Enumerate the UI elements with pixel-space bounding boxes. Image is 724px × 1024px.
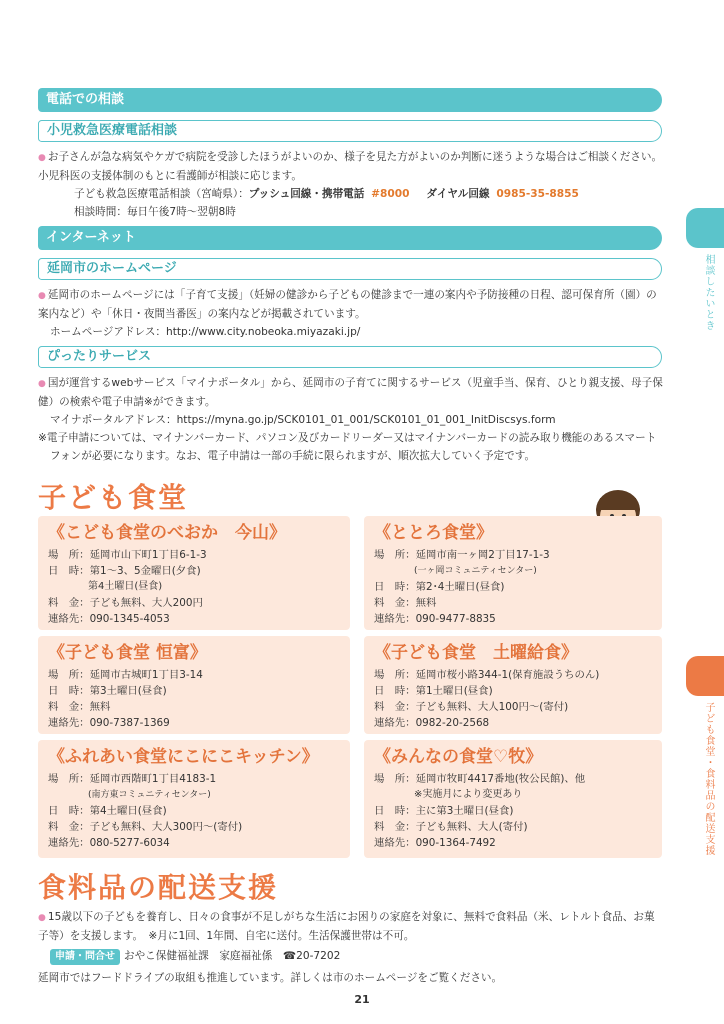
card-title: 《みんなの食堂♡牧》 [374,747,543,767]
card-date [374,579,652,595]
card-title: 《ととろ食堂》 [374,523,493,543]
date-value: 第4土曜日(昼食) [89,805,167,817]
label-date: 日 時： [48,805,90,817]
phone-body [38,148,664,221]
card-place [374,771,652,787]
pitta-body [38,374,664,465]
label-date: 日 時： [374,685,416,697]
phone-heading: 電話での相談 [38,88,662,112]
place-value: 延岡市牧町4417番地(牧公民館)、他 [415,773,586,785]
city-address[interactable]: ホームページアドレス：http://www.city.nobeoka.miyazaki.jp/ [50,326,361,338]
shokudo-card-2 [364,516,662,630]
fee-value: 子ども無料、大人300円～(寄付) [89,821,243,833]
card-date2: 第4土曜日(昼食) [88,581,163,592]
card-date [374,683,652,699]
card-fee [374,819,652,835]
place-value: 延岡市西階町1丁目4183-1 [89,773,217,785]
fee-value: 子ども無料、大人200円 [89,597,203,609]
dial-label: ダイヤル回線 [426,188,490,200]
card-fee [48,699,340,715]
label-contact: 連絡先： [48,717,90,729]
contact-value[interactable]: 090-9477-8835 [415,613,496,625]
label-place: 場 所： [374,669,416,681]
fee-value: 子ども無料、大人(寄付) [415,821,528,833]
date-value: 主に第3土曜日(昼食) [415,805,514,817]
card-contact [374,611,652,627]
food-drive: 延岡市ではフードドライブの取組も推進しています。詳しくは市のホームページをご覧ください。 [38,972,503,984]
delivery-body [38,908,664,987]
card-title: 《子ども食堂 恒富》 [48,643,207,663]
phone-sub-heading: 小児救急医療電話相談 [38,120,662,142]
card-date [374,803,652,819]
shokudo-card-5 [38,740,350,858]
card-contact [374,835,652,851]
label-date: 日 時： [374,581,416,593]
card-place2: (南方東コミュニティセンター) [88,790,211,800]
fee-value: 無料 [415,597,437,609]
card-fee [374,699,652,715]
date-value: 第1土曜日(昼食) [415,685,493,697]
pitta-note: ※電子申請については、マイナンバーカード、パソコン及びカードリーダー又はマイナンバーカードの読み取り機能のあるスマートフォンが必要になります。なお、電子申請は一部の手続に限られますが、順次拡大していく予定です。 [38,432,657,462]
delivery-apply [38,947,664,965]
contact-value[interactable]: 090-1345-4053 [89,613,170,625]
card-fee [48,819,340,835]
shokudo-card-4 [364,636,662,734]
card-place [374,547,652,563]
label-place: 場 所： [48,549,90,561]
phone-hours: 相談時間：毎日午後7時～翌朝8時 [74,206,236,218]
contact-value[interactable]: 090-1364-7492 [415,837,496,849]
apply-badge: 申請・問合せ [50,949,120,965]
label-contact: 連絡先： [374,613,416,625]
date-value: 第3土曜日(昼食) [89,685,167,697]
label-fee: 料 金： [48,597,90,609]
side-label-food: 子ども食堂・食料品の配送支援 [703,702,714,856]
side-label-consult: 相談したいとき [703,254,714,331]
label-fee: 料 金： [48,701,90,713]
label-place: 場 所： [374,549,416,561]
card-place2: ※実施月により変更あり [414,789,523,800]
fee-value: 子ども無料、大人100円～(寄付) [415,701,569,713]
label-date: 日 時： [374,805,416,817]
label-fee: 料 金： [374,597,416,609]
card-place [48,667,340,683]
internet-heading: インターネット [38,226,662,250]
card-fee [374,595,652,611]
label-contact: 連絡先： [374,837,416,849]
label-fee: 料 金： [374,701,416,713]
dial-number: 0985-35-8855 [496,188,579,200]
card-title: 《こども食堂のべおか 今山》 [48,523,286,543]
fee-value: 無料 [89,701,111,713]
delivery-title: 食料品の配送支援 [38,871,279,904]
contact-value[interactable]: 0982-20-2568 [415,717,490,729]
card-contact [374,715,652,731]
label-date: 日 時： [48,685,90,697]
card-contact [48,715,340,731]
card-title: 《子ども食堂 土曜給食》 [374,643,578,663]
card-contact [48,835,340,851]
label-place: 場 所： [48,773,90,785]
date-value: 第1～3、5金曜日(夕食) [89,565,201,577]
pitta-body-text: ● 国が運営するwebサービス「マイナポータル」から、延岡市の子育てに関するサービス（児童手当、保育、ひとり親支援、母子保健）の検索や電子申請※ができます。 [38,374,664,411]
shokudo-card-6 [364,740,662,858]
page-number: 21 [354,993,370,1006]
card-date [48,683,340,699]
contact-value[interactable]: 090-7387-1369 [89,717,170,729]
card-date [48,803,340,819]
card-place2: (一ヶ岡コミュニティセンター) [414,566,537,576]
card-title: 《ふれあい食堂にこにこキッチン》 [48,747,319,767]
phone-line [38,185,664,203]
city-heading: 延岡市のホームページ [38,258,662,280]
label-fee: 料 金： [374,821,416,833]
card-place [374,667,652,683]
shokudo-title: 子ども食堂 [38,481,189,514]
label-fee: 料 金： [48,821,90,833]
push-label: プッシュ回線・携帯電話 [248,188,365,200]
card-place [48,547,340,563]
apply-info: おやこ保健福祉課 家庭福祉係 ☎20-7202 [124,950,341,962]
delivery-body-text: ● 15歳以下の子どもを養育し、日々の食事が不足しがちな生活にお困りの家庭を対象に、無料で食料品（米、レトルト食品、お菓子等）を支援します。 ※月に1回、1年間、自宅に送付。生活保護世帯は不可。 [38,908,664,945]
card-date [48,563,340,579]
label-date: 日 時： [48,565,90,577]
contact-value[interactable]: 080-5277-6034 [89,837,170,849]
label-contact: 連絡先： [374,717,416,729]
side-tab-consult[interactable] [686,208,724,248]
shokudo-card-1 [38,516,350,630]
pitta-heading: ぴったりサービス [38,346,662,368]
pitta-address[interactable]: マイナポータルアドレス：https://myna.go.jp/SCK0101_01_001/SCK0101_01_001_InitDiscsys.form [50,414,556,426]
city-body [38,286,664,341]
card-place [48,771,340,787]
label-place: 場 所： [374,773,416,785]
date-value: 第2･4土曜日(昼食) [415,581,505,593]
place-value: 延岡市桜小路344-1(保育施設うちのん) [415,669,600,681]
place-value: 延岡市山下町1丁目6-1-3 [89,549,207,561]
place-value: 延岡市南一ヶ岡2丁目17-1-3 [415,549,550,561]
card-contact [48,611,340,627]
label-contact: 連絡先： [48,613,90,625]
phone-body-text: ● お子さんが急な病気やケガで病院を受診したほうがよいのか、様子を見た方がよいのか判断に迷うような場合はご相談ください。小児科医の支援体制のもとに看護師が相談に応じます。 [38,148,664,185]
card-fee [48,595,340,611]
shokudo-card-3 [38,636,350,734]
label-place: 場 所： [48,669,90,681]
phone-line-prefix: 子ども救急医療電話相談（宮崎県）： [74,188,249,200]
place-value: 延岡市古城町1丁目3-14 [89,669,203,681]
city-body-text: ● 延岡市のホームページには「子育て支援」（妊婦の健診から子どもの健診まで一連の案内や予防接種の日程、認可保育所（園）の案内など）や「休日・夜間当番医」の案内などが掲載されています。 [38,286,664,323]
side-tab-food[interactable] [686,656,724,696]
push-number: #8000 [371,188,410,200]
label-contact: 連絡先： [48,837,90,849]
